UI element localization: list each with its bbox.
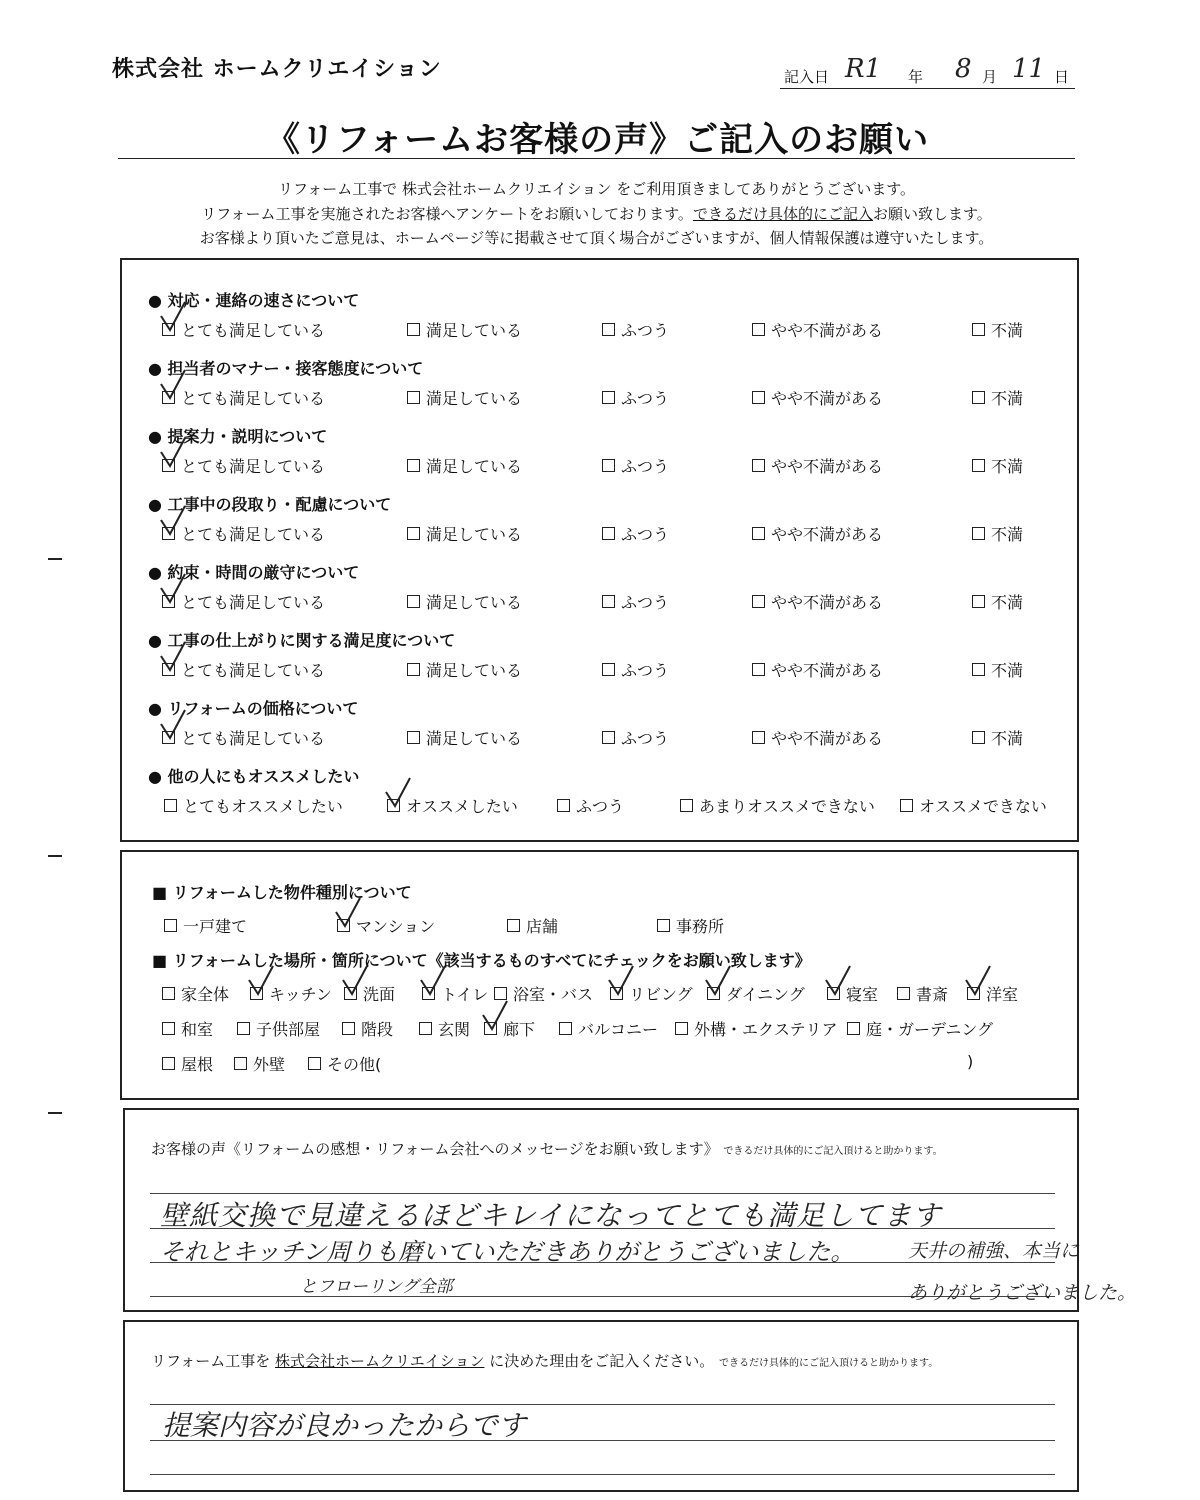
- property-section: [120, 850, 1079, 1100]
- survey-option[interactable]: [972, 454, 1023, 477]
- place-option[interactable]: [344, 982, 395, 1005]
- survey-option[interactable]: [972, 522, 1023, 545]
- option-label: 洗面: [363, 985, 396, 1004]
- reason-prompt: [151, 1350, 938, 1371]
- checkbox[interactable]: [602, 731, 615, 744]
- checkbox[interactable]: [162, 1057, 175, 1070]
- option-label: 不満: [991, 321, 1024, 340]
- checkbox[interactable]: [657, 919, 670, 932]
- survey-question: ● 工事の仕上がりに関する満足度について: [148, 631, 456, 650]
- option-label: 満足している: [426, 593, 523, 612]
- option-label: 不満: [991, 593, 1024, 612]
- option-label: 不満: [991, 525, 1024, 544]
- option-label: とても満足している: [181, 457, 326, 476]
- recommend-option[interactable]: [900, 794, 1047, 817]
- option-label: やや不満がある: [771, 729, 884, 748]
- survey-option[interactable]: [407, 318, 522, 341]
- survey-option[interactable]: [752, 386, 883, 409]
- voice-prompt: [151, 1138, 943, 1159]
- checkmark-icon: [333, 896, 363, 934]
- option-label: 満足している: [426, 729, 523, 748]
- option-label: ふつう: [621, 389, 670, 408]
- option-label: 庭・ガーデニング: [866, 1020, 994, 1039]
- checkmark-icon: [158, 708, 188, 746]
- option-label: ふつう: [576, 797, 625, 816]
- checkbox[interactable]: [972, 391, 985, 404]
- option-label: 和室: [181, 1020, 214, 1039]
- place-option[interactable]: [967, 982, 1018, 1005]
- survey-option[interactable]: [752, 590, 883, 613]
- page-title: 《リフォームお客様の声》ご記入のお願い: [265, 120, 930, 160]
- checkbox[interactable]: [752, 731, 765, 744]
- option-label: 書斎: [916, 985, 949, 1004]
- margin-mark: [48, 558, 62, 560]
- checkbox[interactable]: [559, 1022, 572, 1035]
- checkmark-icon: [158, 640, 188, 678]
- question-label: 他の人にもオススメしたい: [167, 767, 360, 786]
- checkbox[interactable]: [419, 1022, 432, 1035]
- checkbox[interactable]: [972, 663, 985, 676]
- option-label: やや不満がある: [771, 457, 884, 476]
- checkbox[interactable]: [342, 1022, 355, 1035]
- checkbox[interactable]: [752, 323, 765, 336]
- checkbox[interactable]: [407, 663, 420, 676]
- survey-question: ● 担当者のマナー・接客態度について: [148, 359, 424, 378]
- option-label: 子供部屋: [256, 1020, 321, 1039]
- place-option[interactable]: [827, 982, 878, 1005]
- survey-option[interactable]: [602, 522, 669, 545]
- survey-option[interactable]: [602, 454, 669, 477]
- reason-prompt-text: リフォーム工事を: [151, 1352, 271, 1370]
- checkmark-icon: [158, 504, 188, 542]
- option-label: 浴室・バス: [513, 985, 594, 1004]
- option-label: 屋根: [181, 1055, 214, 1074]
- checkbox[interactable]: [602, 527, 615, 540]
- date-era: R1: [845, 54, 882, 84]
- question-label: 工事中の段取り・配慮について: [167, 495, 392, 514]
- option-label: 店舗: [526, 917, 559, 936]
- checkmark-icon: [340, 964, 370, 1002]
- option-label: ふつう: [621, 593, 670, 612]
- option-label: 満足している: [426, 389, 523, 408]
- checkbox[interactable]: [237, 1022, 250, 1035]
- checkbox[interactable]: [407, 595, 420, 608]
- question-label: 対応・連絡の速さについて: [167, 291, 360, 310]
- survey-option[interactable]: [752, 454, 883, 477]
- place-option[interactable]: [250, 982, 332, 1005]
- option-label: とても満足している: [181, 525, 326, 544]
- survey-option[interactable]: [602, 318, 669, 341]
- place-option[interactable]: [162, 1052, 213, 1075]
- option-label: オススメできない: [919, 797, 1047, 816]
- ruled-line: [150, 1474, 1055, 1475]
- checkbox[interactable]: [407, 527, 420, 540]
- option-label: とても満足している: [181, 389, 326, 408]
- checkbox[interactable]: [675, 1022, 688, 1035]
- option-label: マンション: [356, 917, 436, 936]
- reason-prompt-tail: に決めた理由をご記入ください。: [489, 1352, 715, 1370]
- other-close-paren: ): [967, 1052, 974, 1071]
- checkbox[interactable]: [602, 323, 615, 336]
- checkbox[interactable]: [752, 527, 765, 540]
- title-divider: [118, 158, 1075, 159]
- checkmark-icon: [606, 964, 636, 1002]
- recommend-question: ● 他の人にもオススメしたい: [148, 767, 360, 786]
- checkbox[interactable]: [164, 919, 177, 932]
- property-type-option[interactable]: [657, 914, 724, 937]
- date-year-label: 年: [908, 68, 924, 86]
- place-label: リフォームした場所・箇所について《該当するものすべてにチェックをお願い致します》: [172, 951, 811, 970]
- checkbox[interactable]: [752, 391, 765, 404]
- checkmark-icon: [158, 436, 188, 474]
- option-label: やや不満がある: [771, 525, 884, 544]
- option-label: 一戸建て: [183, 917, 248, 936]
- checkbox[interactable]: [234, 1057, 247, 1070]
- option-label: 家全体: [181, 985, 230, 1004]
- voice-note: できるだけ具体的にご記入頂けると助かります。: [723, 1146, 943, 1157]
- property-type-label: リフォームした物件種別について: [172, 883, 412, 902]
- option-label: とても満足している: [181, 661, 326, 680]
- property-type-option[interactable]: [164, 914, 247, 937]
- checkbox[interactable]: [972, 731, 985, 744]
- date-day-label: 日: [1054, 68, 1070, 86]
- survey-option[interactable]: [602, 658, 669, 681]
- margin-mark: [48, 855, 62, 857]
- option-label: 不満: [991, 389, 1024, 408]
- checkmark-icon: [158, 368, 188, 406]
- intro-line-1: リフォーム工事で 株式会社ホームクリエイション をご利用頂きましてありがとうございます。: [278, 180, 915, 198]
- survey-option[interactable]: [407, 522, 522, 545]
- checkbox[interactable]: [407, 391, 420, 404]
- checkbox[interactable]: [602, 459, 615, 472]
- place-option[interactable]: [419, 1017, 470, 1040]
- recommend-option[interactable]: [164, 794, 343, 817]
- survey-option[interactable]: [602, 590, 669, 613]
- date-day: 11: [1012, 54, 1046, 84]
- voice-handwritten-side-2: ありがとうございました。: [908, 1282, 1137, 1304]
- survey-option[interactable]: [602, 386, 669, 409]
- option-label: 事務所: [676, 917, 725, 936]
- checkmark-icon: [703, 964, 733, 1002]
- checkbox[interactable]: [972, 459, 985, 472]
- option-label: 玄関: [438, 1020, 471, 1039]
- recommend-option[interactable]: [557, 794, 624, 817]
- checkbox[interactable]: [972, 323, 985, 336]
- question-label: 約束・時間の厳守について: [167, 563, 360, 582]
- option-label: ふつう: [621, 661, 670, 680]
- place-option[interactable]: [559, 1017, 658, 1040]
- survey-option[interactable]: [162, 318, 325, 341]
- option-label: ふつう: [621, 729, 670, 748]
- checkmark-icon: [383, 776, 413, 814]
- option-label: 満足している: [426, 661, 523, 680]
- survey-option[interactable]: [162, 726, 325, 749]
- reason-handwritten-answer: 提案内容が良かったからです: [162, 1409, 526, 1442]
- survey-option[interactable]: [162, 658, 325, 681]
- option-label: 外構・エクステリア: [694, 1020, 838, 1039]
- option-label: 不満: [991, 661, 1024, 680]
- checkmark-icon: [963, 964, 993, 1002]
- checkmark-icon: [158, 300, 188, 338]
- survey-option[interactable]: [972, 658, 1023, 681]
- survey-option[interactable]: [162, 454, 325, 477]
- option-label: あまりオススメできない: [699, 797, 875, 816]
- option-label: 満足している: [426, 525, 523, 544]
- date-label: 記入日: [784, 68, 830, 86]
- option-label: ダイニング: [726, 985, 805, 1004]
- survey-option[interactable]: [162, 590, 325, 613]
- checkbox[interactable]: [602, 391, 615, 404]
- reason-note: できるだけ具体的にご記入頂けると助かります。: [719, 1358, 939, 1369]
- intro-line-2-emphasis: できるだけ具体的にご記入: [692, 205, 873, 223]
- option-label: 階段: [361, 1020, 394, 1039]
- question-label: 担当者のマナー・接客態度について: [167, 359, 424, 378]
- option-label: 寝室: [846, 985, 879, 1004]
- checkbox[interactable]: [752, 663, 765, 676]
- recommend-option[interactable]: [387, 794, 518, 817]
- survey-option[interactable]: [407, 726, 522, 749]
- reason-prompt-company: 株式会社ホームクリエイション: [275, 1352, 485, 1370]
- voice-handwritten-side-1: 天井の補強、本当に: [908, 1240, 1080, 1262]
- date-month-label: 月: [982, 68, 998, 86]
- property-type-option[interactable]: [337, 914, 435, 937]
- checkmark-icon: [823, 964, 853, 1002]
- option-label: 廊下: [503, 1020, 536, 1039]
- checkbox[interactable]: [972, 527, 985, 540]
- company-name: 株式会社 ホームクリエイション: [112, 57, 442, 82]
- survey-question: ● リフォームの価格について: [148, 699, 359, 718]
- place-question: ■ リフォームした場所・箇所について《該当するものすべてにチェックをお願い致します》: [152, 951, 811, 970]
- checkbox[interactable]: [900, 799, 913, 812]
- option-label: 満足している: [426, 457, 523, 476]
- option-label: ふつう: [621, 321, 670, 340]
- checkbox[interactable]: [847, 1022, 860, 1035]
- place-option[interactable]: [897, 982, 948, 1005]
- checkbox[interactable]: [308, 1057, 321, 1070]
- place-option[interactable]: [237, 1017, 320, 1040]
- checkbox[interactable]: [680, 799, 693, 812]
- option-label: やや不満がある: [771, 389, 884, 408]
- option-label: とても満足している: [181, 321, 326, 340]
- checkmark-icon: [480, 999, 510, 1037]
- checkmark-icon: [418, 964, 448, 1002]
- place-option[interactable]: [234, 1052, 285, 1075]
- checkbox[interactable]: [557, 799, 570, 812]
- checkbox[interactable]: [752, 459, 765, 472]
- option-label: とても満足している: [181, 593, 326, 612]
- voice-handwritten-note: とフローリング全部: [300, 1277, 453, 1297]
- option-label: オススメしたい: [406, 797, 518, 816]
- survey-question: ● 工事中の段取り・配慮について: [148, 495, 392, 514]
- survey-option[interactable]: [972, 726, 1023, 749]
- property-type-question: ■ リフォームした物件種別について: [152, 883, 412, 902]
- option-label: その他(: [327, 1055, 382, 1074]
- option-label: 外壁: [253, 1055, 286, 1074]
- question-label: 工事の仕上がりに関する満足度について: [167, 631, 456, 650]
- survey-option[interactable]: [752, 658, 883, 681]
- place-option[interactable]: [484, 1017, 535, 1040]
- survey-option[interactable]: [752, 522, 883, 545]
- survey-question: ● 約束・時間の厳守について: [148, 563, 360, 582]
- checkmark-icon: [158, 572, 188, 610]
- option-label: やや不満がある: [771, 321, 884, 340]
- place-option[interactable]: [162, 982, 229, 1005]
- intro-line-2-tail: お願い致します。: [872, 205, 992, 223]
- option-label: やや不満がある: [771, 661, 884, 680]
- option-label: ふつう: [621, 525, 670, 544]
- place-option[interactable]: [610, 982, 693, 1005]
- option-label: 洋室: [986, 985, 1019, 1004]
- survey-question: ● 対応・連絡の速さについて: [148, 291, 360, 310]
- checkbox[interactable]: [164, 799, 177, 812]
- survey-option[interactable]: [602, 726, 669, 749]
- checkbox[interactable]: [972, 595, 985, 608]
- voice-prompt-text: お客様の声《リフォームの感想・リフォーム会社へのメッセージをお願い致します》: [151, 1140, 719, 1158]
- date-month: 8: [955, 54, 972, 84]
- checkbox[interactable]: [162, 1022, 175, 1035]
- checkmark-icon: [246, 964, 276, 1002]
- place-option[interactable]: [707, 982, 805, 1005]
- checkbox[interactable]: [162, 987, 175, 1000]
- checkbox[interactable]: [407, 459, 420, 472]
- checkbox[interactable]: [897, 987, 910, 1000]
- checkbox[interactable]: [407, 731, 420, 744]
- checkbox[interactable]: [602, 595, 615, 608]
- option-label: ふつう: [621, 457, 670, 476]
- checkbox[interactable]: [752, 595, 765, 608]
- option-label: 不満: [991, 729, 1024, 748]
- option-label: やや不満がある: [771, 593, 884, 612]
- checkbox[interactable]: [407, 323, 420, 336]
- option-label: キッチン: [269, 985, 332, 1004]
- property-type-option[interactable]: [507, 914, 558, 937]
- option-label: バルコニー: [578, 1020, 659, 1039]
- survey-option[interactable]: [972, 318, 1023, 341]
- survey-option[interactable]: [972, 590, 1023, 613]
- option-label: 不満: [991, 457, 1024, 476]
- survey-option[interactable]: [972, 386, 1023, 409]
- intro-line-3: お客様より頂いたご意見は、ホームページ等に掲載させて頂く場合がございますが、個人情報保護は遵守いたします。: [199, 229, 994, 247]
- date-field: [780, 54, 1075, 89]
- survey-option[interactable]: [407, 658, 522, 681]
- place-option[interactable]: [847, 1017, 993, 1040]
- option-label: リビング: [629, 985, 693, 1004]
- option-label: とてもオススメしたい: [183, 797, 343, 816]
- survey-option[interactable]: [407, 590, 522, 613]
- survey-question: ● 提案力・説明について: [148, 427, 328, 446]
- place-option[interactable]: [675, 1017, 838, 1040]
- margin-mark: [48, 1112, 62, 1114]
- question-label: リフォームの価格について: [167, 699, 359, 718]
- survey-option[interactable]: [407, 454, 522, 477]
- intro-line-2-text: リフォーム工事を実施されたお客様へアンケートをお願いしております。: [201, 205, 693, 223]
- place-option[interactable]: [422, 982, 488, 1005]
- option-label: とても満足している: [181, 729, 326, 748]
- voice-handwritten-line-2: それとキッチン周りも磨いていただきありがとうございました。: [160, 1238, 855, 1266]
- place-option[interactable]: [342, 1017, 393, 1040]
- voice-handwritten-line-1: 壁紙交換で見違えるほどキレイになってとても満足してます: [160, 1199, 942, 1232]
- place-option[interactable]: [308, 1052, 381, 1075]
- option-label: トイレ: [441, 985, 489, 1004]
- place-option[interactable]: [162, 1017, 213, 1040]
- survey-option[interactable]: [407, 386, 522, 409]
- survey-option[interactable]: [162, 522, 325, 545]
- survey-option[interactable]: [752, 318, 883, 341]
- question-label: 提案力・説明について: [167, 427, 328, 446]
- checkbox[interactable]: [602, 663, 615, 676]
- survey-option[interactable]: [752, 726, 883, 749]
- satisfaction-survey: [120, 258, 1079, 842]
- option-label: 満足している: [426, 321, 523, 340]
- survey-option[interactable]: [162, 386, 325, 409]
- checkbox[interactable]: [507, 919, 520, 932]
- intro-line-2: [118, 203, 1075, 224]
- recommend-option[interactable]: [680, 794, 875, 817]
